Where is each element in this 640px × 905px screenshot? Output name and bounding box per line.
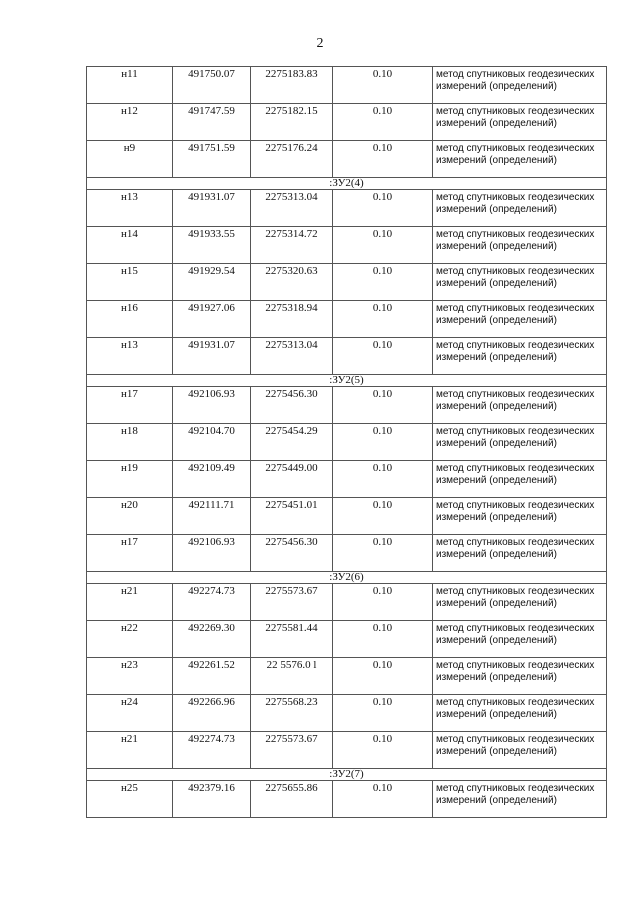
section-header-row [87, 769, 607, 781]
table-row [87, 658, 607, 695]
point-name: н17 [87, 387, 173, 424]
y-coordinate: 2275313.04 [251, 338, 333, 375]
accuracy-mt: 0.10 [333, 227, 433, 264]
point-name: н13 [87, 190, 173, 227]
y-coordinate: 2275655.86 [251, 781, 333, 818]
table-row [87, 424, 607, 461]
accuracy-mt: 0.10 [333, 387, 433, 424]
table-row [87, 461, 607, 498]
page-number: 2 [316, 36, 324, 51]
method-description: метод спутниковых геодезических измерений (определений) [433, 227, 607, 264]
y-coordinate: 2275183.83 [251, 67, 333, 104]
accuracy-mt: 0.10 [333, 141, 433, 178]
point-name: н16 [87, 301, 173, 338]
table-row [87, 338, 607, 375]
y-coordinate: 2275182.15 [251, 104, 333, 141]
accuracy-mt: 0.10 [333, 424, 433, 461]
section-label: :ЗУ2(6) [87, 572, 607, 584]
point-name: н24 [87, 695, 173, 732]
x-coordinate: 491747.59 [173, 104, 251, 141]
table-row [87, 227, 607, 264]
method-description: метод спутниковых геодезических измерений (определений) [433, 190, 607, 227]
x-coordinate: 492106.93 [173, 535, 251, 572]
method-description: метод спутниковых геодезических измерений (определений) [433, 67, 607, 104]
y-coordinate: 2275573.67 [251, 584, 333, 621]
method-description: метод спутниковых геодезических измерений (определений) [433, 387, 607, 424]
point-name: н9 [87, 141, 173, 178]
table-row [87, 190, 607, 227]
x-coordinate: 492274.73 [173, 584, 251, 621]
point-name: н19 [87, 461, 173, 498]
x-coordinate: 492261.52 [173, 658, 251, 695]
y-coordinate: 2275568.23 [251, 695, 333, 732]
y-coordinate: 2275451.01 [251, 498, 333, 535]
accuracy-mt: 0.10 [333, 190, 433, 227]
method-description: метод спутниковых геодезических измерений (определений) [433, 424, 607, 461]
x-coordinate: 492269.30 [173, 621, 251, 658]
accuracy-mt: 0.10 [333, 67, 433, 104]
method-description: метод спутниковых геодезических измерений (определений) [433, 732, 607, 769]
method-description: метод спутниковых геодезических измерений (определений) [433, 658, 607, 695]
accuracy-mt: 0.10 [333, 301, 433, 338]
y-coordinate: 2275456.30 [251, 535, 333, 572]
x-coordinate: 492379.16 [173, 781, 251, 818]
method-description: метод спутниковых геодезических измерений (определений) [433, 535, 607, 572]
method-description: метод спутниковых геодезических измерений (определений) [433, 104, 607, 141]
accuracy-mt: 0.10 [333, 621, 433, 658]
x-coordinate: 491927.06 [173, 301, 251, 338]
accuracy-mt: 0.10 [333, 264, 433, 301]
accuracy-mt: 0.10 [333, 461, 433, 498]
point-name: н17 [87, 535, 173, 572]
point-name: н21 [87, 732, 173, 769]
y-coordinate: 2275581.44 [251, 621, 333, 658]
method-description: метод спутниковых геодезических измерений (определений) [433, 461, 607, 498]
x-coordinate: 492266.96 [173, 695, 251, 732]
table-row [87, 695, 607, 732]
coordinates-table [86, 66, 607, 818]
point-name: н14 [87, 227, 173, 264]
method-description: метод спутниковых геодезических измерений (определений) [433, 264, 607, 301]
table-row [87, 67, 607, 104]
point-name: н21 [87, 584, 173, 621]
method-description: метод спутниковых геодезических измерений (определений) [433, 621, 607, 658]
accuracy-mt: 0.10 [333, 584, 433, 621]
accuracy-mt: 0.10 [333, 338, 433, 375]
y-coordinate: 2275456.30 [251, 387, 333, 424]
y-coordinate: 2275318.94 [251, 301, 333, 338]
method-description: метод спутниковых геодезических измерений (определений) [433, 584, 607, 621]
method-description: метод спутниковых геодезических измерений (определений) [433, 338, 607, 375]
section-label: :ЗУ2(7) [87, 769, 607, 781]
section-label: :ЗУ2(4) [87, 178, 607, 190]
y-coordinate: 2275573.67 [251, 732, 333, 769]
table-row [87, 264, 607, 301]
coordinates-table-body [87, 67, 607, 818]
x-coordinate: 491931.07 [173, 190, 251, 227]
x-coordinate: 492111.71 [173, 498, 251, 535]
x-coordinate: 491933.55 [173, 227, 251, 264]
table-row [87, 387, 607, 424]
method-description: метод спутниковых геодезических измерений (определений) [433, 695, 607, 732]
table-row [87, 301, 607, 338]
x-coordinate: 491750.07 [173, 67, 251, 104]
x-coordinate: 491929.54 [173, 264, 251, 301]
method-description: метод спутниковых геодезических измерений (определений) [433, 498, 607, 535]
section-label: :ЗУ2(5) [87, 375, 607, 387]
y-coordinate: 2275176.24 [251, 141, 333, 178]
y-coordinate: 22 5576.0 l [251, 658, 333, 695]
table-row [87, 141, 607, 178]
point-name: н20 [87, 498, 173, 535]
accuracy-mt: 0.10 [333, 781, 433, 818]
table-row [87, 584, 607, 621]
section-header-row [87, 375, 607, 387]
table-row [87, 781, 607, 818]
x-coordinate: 491931.07 [173, 338, 251, 375]
accuracy-mt: 0.10 [333, 695, 433, 732]
x-coordinate: 492106.93 [173, 387, 251, 424]
x-coordinate: 492104.70 [173, 424, 251, 461]
accuracy-mt: 0.10 [333, 732, 433, 769]
method-description: метод спутниковых геодезических измерений (определений) [433, 141, 607, 178]
accuracy-mt: 0.10 [333, 104, 433, 141]
y-coordinate: 2275313.04 [251, 190, 333, 227]
y-coordinate: 2275449.00 [251, 461, 333, 498]
table-row [87, 732, 607, 769]
x-coordinate: 492274.73 [173, 732, 251, 769]
point-name: н23 [87, 658, 173, 695]
point-name: н13 [87, 338, 173, 375]
point-name: н11 [87, 67, 173, 104]
accuracy-mt: 0.10 [333, 498, 433, 535]
point-name: н22 [87, 621, 173, 658]
table-row [87, 535, 607, 572]
accuracy-mt: 0.10 [333, 658, 433, 695]
section-header-row [87, 572, 607, 584]
point-name: н25 [87, 781, 173, 818]
method-description: метод спутниковых геодезических измерений (определений) [433, 781, 607, 818]
point-name: н18 [87, 424, 173, 461]
section-header-row [87, 178, 607, 190]
accuracy-mt: 0.10 [333, 535, 433, 572]
y-coordinate: 2275320.63 [251, 264, 333, 301]
x-coordinate: 492109.49 [173, 461, 251, 498]
x-coordinate: 491751.59 [173, 141, 251, 178]
y-coordinate: 2275314.72 [251, 227, 333, 264]
point-name: н12 [87, 104, 173, 141]
point-name: н15 [87, 264, 173, 301]
table-row [87, 621, 607, 658]
table-row [87, 498, 607, 535]
y-coordinate: 2275454.29 [251, 424, 333, 461]
method-description: метод спутниковых геодезических измерений (определений) [433, 301, 607, 338]
table-row [87, 104, 607, 141]
